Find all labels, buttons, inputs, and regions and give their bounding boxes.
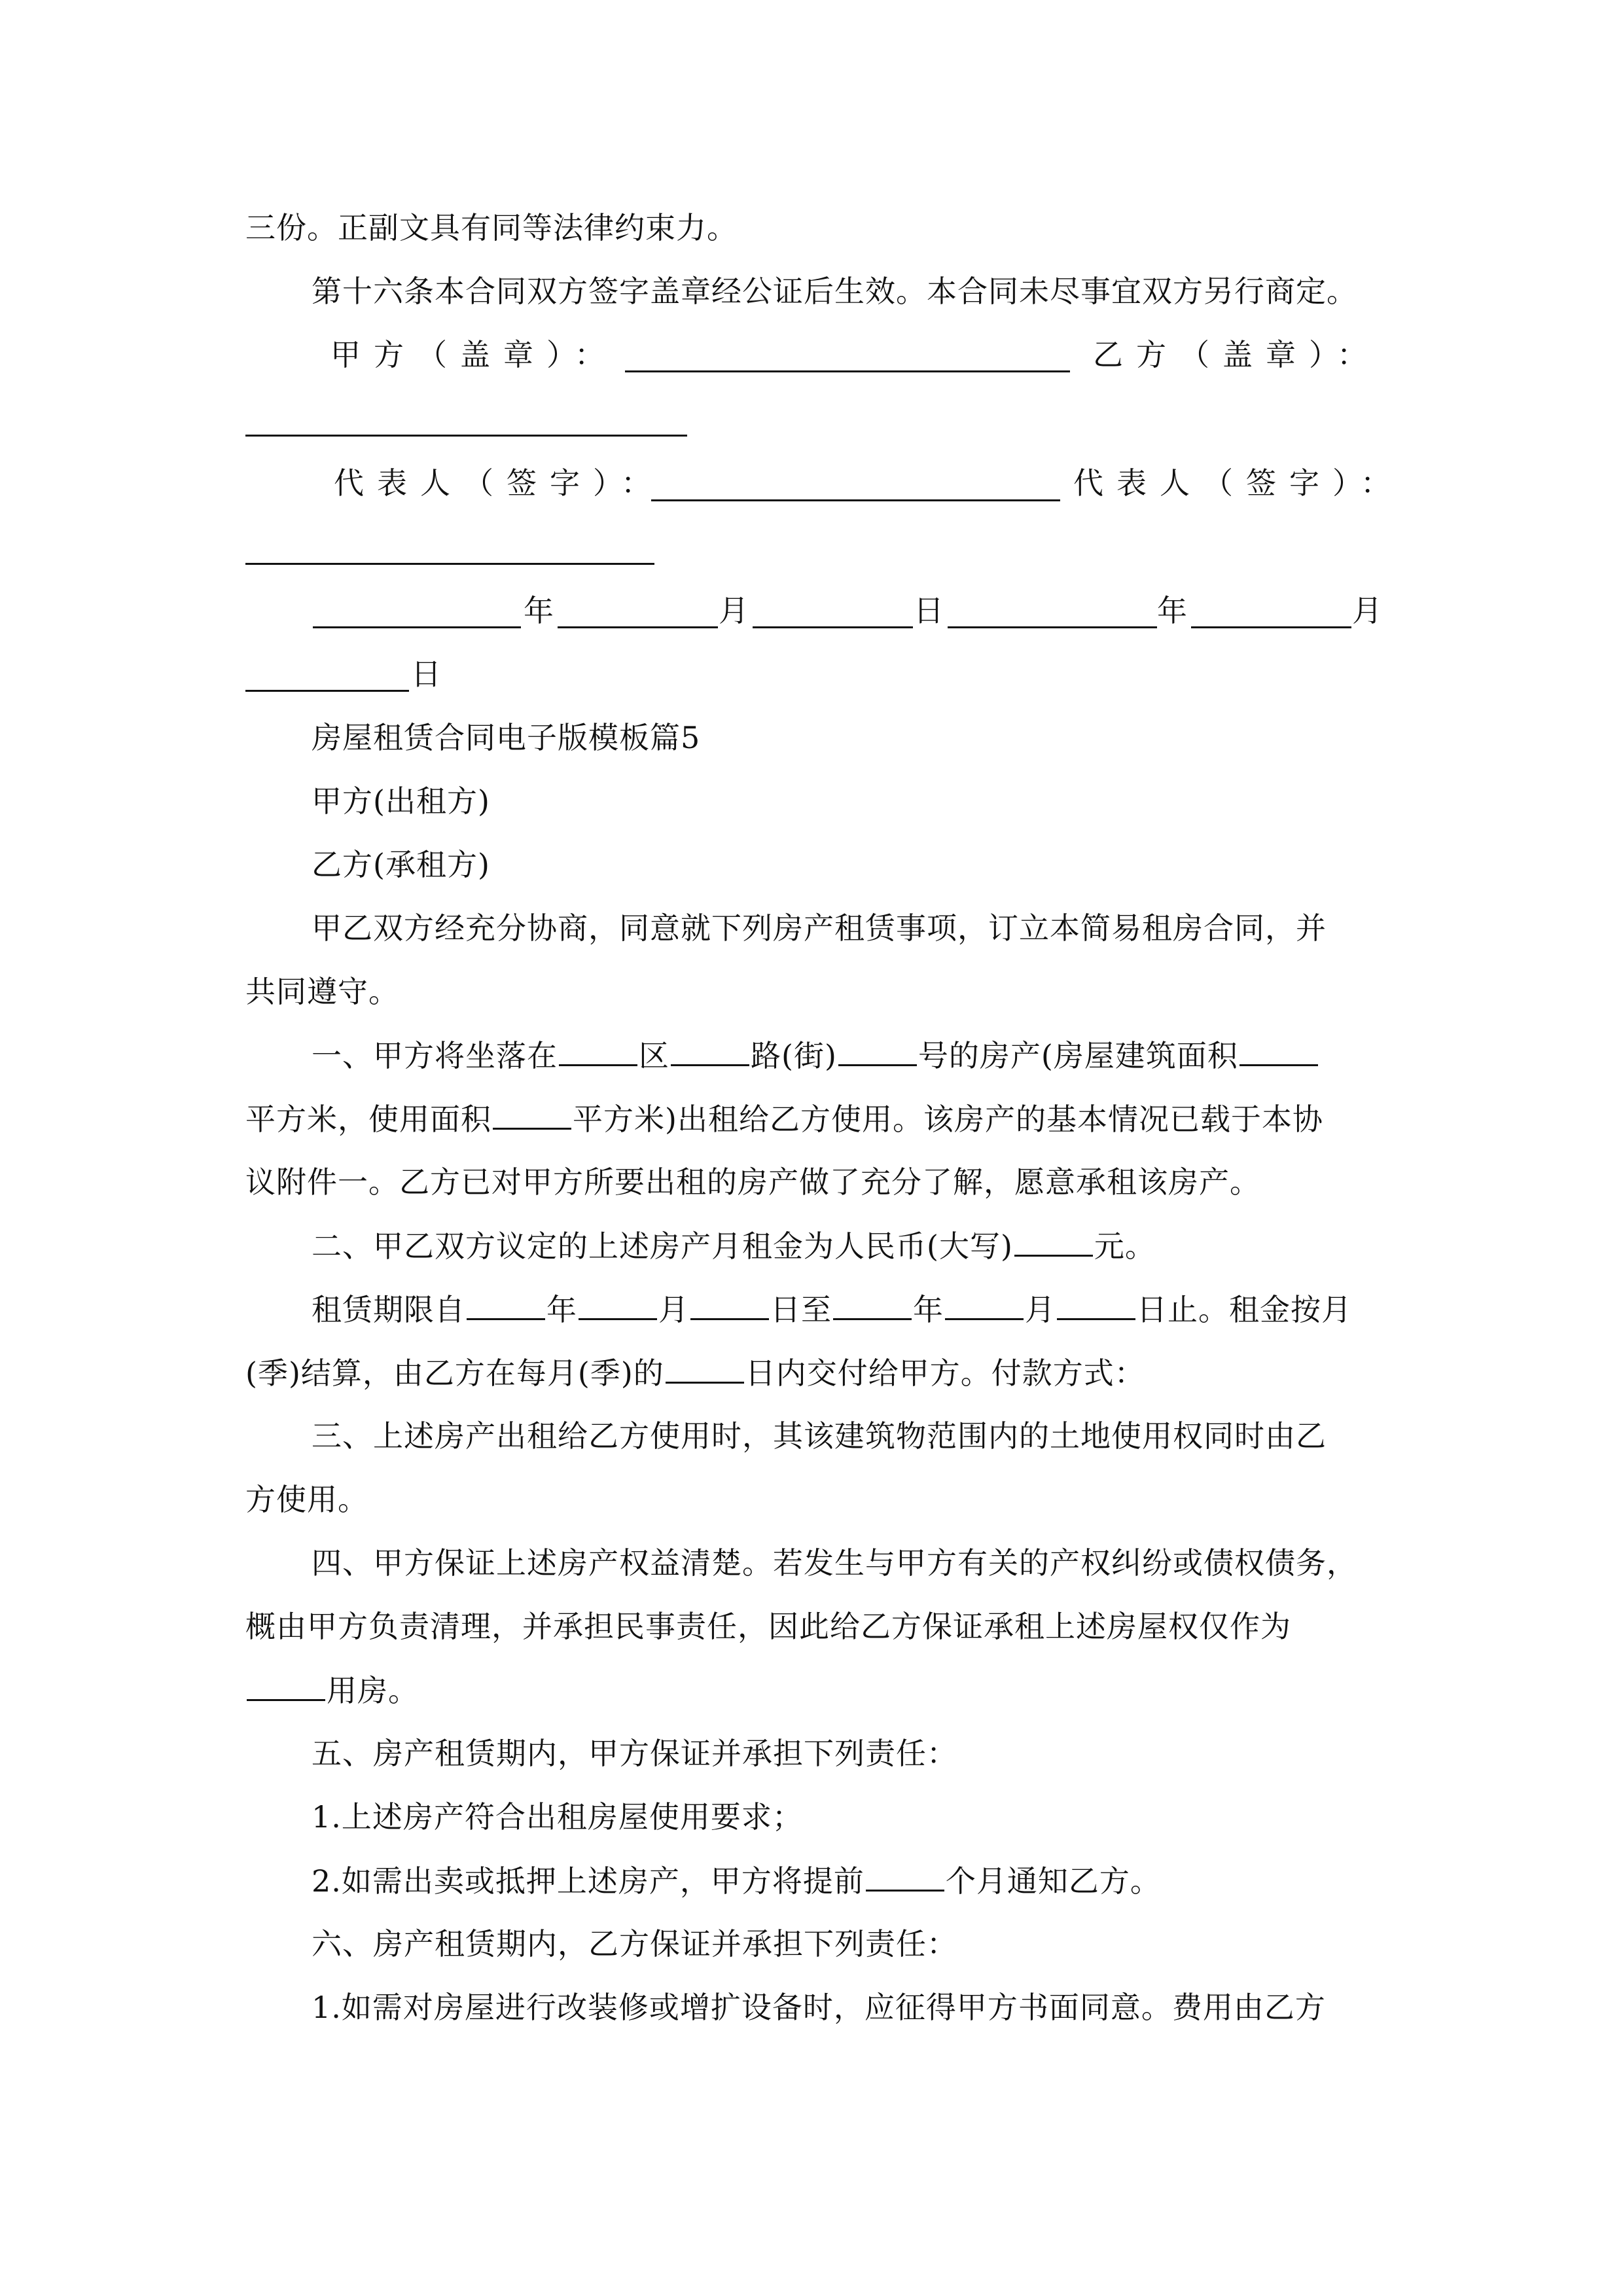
text: 月 (1025, 1292, 1056, 1327)
text: 个月通知乙方。 (945, 1863, 1161, 1899)
text: 六、房产租赁期内，乙方保证并承担下列责任： (312, 1926, 957, 1962)
text: 用房。 (327, 1673, 419, 1708)
rep-b-blank (245, 563, 654, 565)
date-a-month-blank (558, 626, 718, 628)
article-16 (312, 272, 1357, 311)
intro-line-1 (312, 908, 1327, 948)
text: 月 (719, 593, 749, 628)
text: 月 (658, 1292, 689, 1327)
intro-line-2 (245, 972, 399, 1011)
text: 日至 (770, 1292, 832, 1327)
text: 租赁期限自 (312, 1292, 465, 1327)
text: 五、房产租赁期内，甲方保证并承担下列责任： (312, 1736, 957, 1771)
rep-a-label (334, 463, 664, 503)
text: 日内交付给甲方。付款方式： (745, 1355, 1145, 1391)
clause-1-line-2 (245, 1099, 1323, 1139)
term-line (312, 1289, 1352, 1329)
text: 日止。租金按月 (1137, 1292, 1352, 1327)
rep-b-label (1073, 463, 1404, 503)
text: 二、甲乙双方议定的上述房产月租金为人民币(大写) (312, 1229, 1013, 1264)
text: 房屋租赁合同电子版模板篇5 (312, 720, 701, 755)
text: 平方米，使用面积 (245, 1102, 491, 1137)
clause-1-line-3 (245, 1162, 1260, 1202)
text: 年 (913, 1292, 944, 1327)
text: 一、甲方将坐落在 (312, 1038, 558, 1073)
text: 平方米)出租给乙方使用。该房产的基本情况已载于本协 (573, 1102, 1323, 1137)
clause-4-line-1 (312, 1543, 1357, 1583)
clause-5 (312, 1734, 957, 1773)
start-month-blank (579, 1289, 657, 1320)
date-b-day-blank (245, 690, 409, 692)
end-month-blank (945, 1289, 1024, 1320)
text: 乙方（盖章）： (1093, 337, 1380, 372)
text: 号的房产(房屋建筑面积 (918, 1038, 1238, 1073)
start-day-blank (690, 1289, 769, 1320)
clause-4-line-2 (245, 1607, 1291, 1646)
party-b-seal-label (1093, 335, 1380, 374)
text: 年 (1157, 593, 1188, 628)
start-year-blank (467, 1289, 545, 1320)
text: 甲方（盖章）： (330, 337, 618, 372)
date-b-year-blank (948, 626, 1157, 628)
text: 议附件一。乙方已对甲方所要出租的房产做了充分了解，愿意承租该房产。 (245, 1164, 1260, 1200)
section-title (312, 718, 700, 757)
date-a-year-blank (313, 626, 521, 628)
text: 共同遵守。 (245, 974, 399, 1009)
clause-1-line-1 (312, 1035, 1319, 1075)
clause-3-line-1 (312, 1416, 1327, 1456)
text: 三、上述房产出租给乙方使用时，其该建筑物范围内的土地使用权同时由乙 (312, 1418, 1327, 1454)
clause-6-item-1 (312, 1988, 1326, 2027)
clause-3-line-2 (245, 1480, 368, 1519)
payment-line (245, 1353, 1145, 1393)
clause-5-item-1 (312, 1797, 803, 1837)
purpose-blank (247, 1670, 325, 1701)
road-blank (671, 1035, 749, 1066)
lessee-line (312, 845, 490, 884)
notice-months-blank (866, 1861, 944, 1892)
lessor-line (312, 781, 490, 821)
party-a-seal-label (330, 335, 618, 374)
text: 乙方(承租方) (312, 847, 490, 882)
text: 1.上述房产符合出租房屋使用要求； (312, 1799, 803, 1835)
text: 2.如需出卖或抵押上述房产，甲方将提前 (312, 1863, 865, 1899)
date-b-year (1157, 591, 1188, 630)
date-b-day (411, 655, 442, 694)
text: 三份。正副文具有同等法律约束力。 (245, 210, 738, 245)
clause-6 (312, 1924, 957, 1964)
text: 第十六条本合同双方签字盖章经公证后生效。本合同未尽事宜双方另行商定。 (312, 274, 1357, 309)
date-a-day (914, 591, 944, 630)
text: 甲方(出租方) (312, 783, 490, 819)
building-area-blank (1240, 1035, 1318, 1066)
clause-2-line-1 (312, 1226, 1156, 1266)
clause-4-line-3 (245, 1670, 419, 1710)
text: 四、甲方保证上述房产权益清楚。若发生与甲方有关的产权纠纷或债权债务， (312, 1545, 1357, 1581)
text: 日 (411, 656, 442, 692)
end-day-blank (1057, 1289, 1135, 1320)
end-year-blank (833, 1289, 912, 1320)
payment-day-blank (666, 1353, 744, 1384)
text: 元。 (1094, 1229, 1156, 1264)
text: 区 (639, 1038, 669, 1073)
date-a-year (524, 591, 554, 630)
text: 日 (914, 593, 944, 628)
paragraph-line (245, 208, 738, 247)
party-a-seal-blank (625, 370, 1070, 372)
text: 代表人（签字）： (1073, 465, 1404, 501)
number-blank (838, 1035, 917, 1066)
text: (季)结算，由乙方在每月(季)的 (245, 1355, 664, 1391)
district-blank (559, 1035, 637, 1066)
text: 方使用。 (245, 1482, 368, 1517)
date-a-day-blank (753, 626, 913, 628)
text: 概由甲方负责清理，并承担民事责任，因此给乙方保证承租上述房屋权仅作为 (245, 1609, 1291, 1644)
rep-a-blank (651, 499, 1060, 501)
usable-area-blank (493, 1099, 571, 1130)
text: 月 (1352, 593, 1383, 628)
text: 年 (524, 593, 554, 628)
text: 1.如需对房屋进行改装修或增扩设备时，应征得甲方书面同意。费用由乙方 (312, 1990, 1326, 2025)
date-b-month-blank (1191, 626, 1351, 628)
date-a-month (719, 591, 749, 630)
text: 代表人（签字）： (334, 465, 664, 501)
clause-5-item-2 (312, 1861, 1161, 1901)
text: 甲乙双方经充分协商，同意就下列房产租赁事项，订立本简易租房合同，并 (312, 910, 1327, 946)
text: 路(街) (751, 1038, 837, 1073)
rent-amount-blank (1014, 1226, 1093, 1257)
party-b-seal-blank (245, 435, 687, 437)
date-b-month (1352, 591, 1383, 630)
text: 年 (546, 1292, 577, 1327)
